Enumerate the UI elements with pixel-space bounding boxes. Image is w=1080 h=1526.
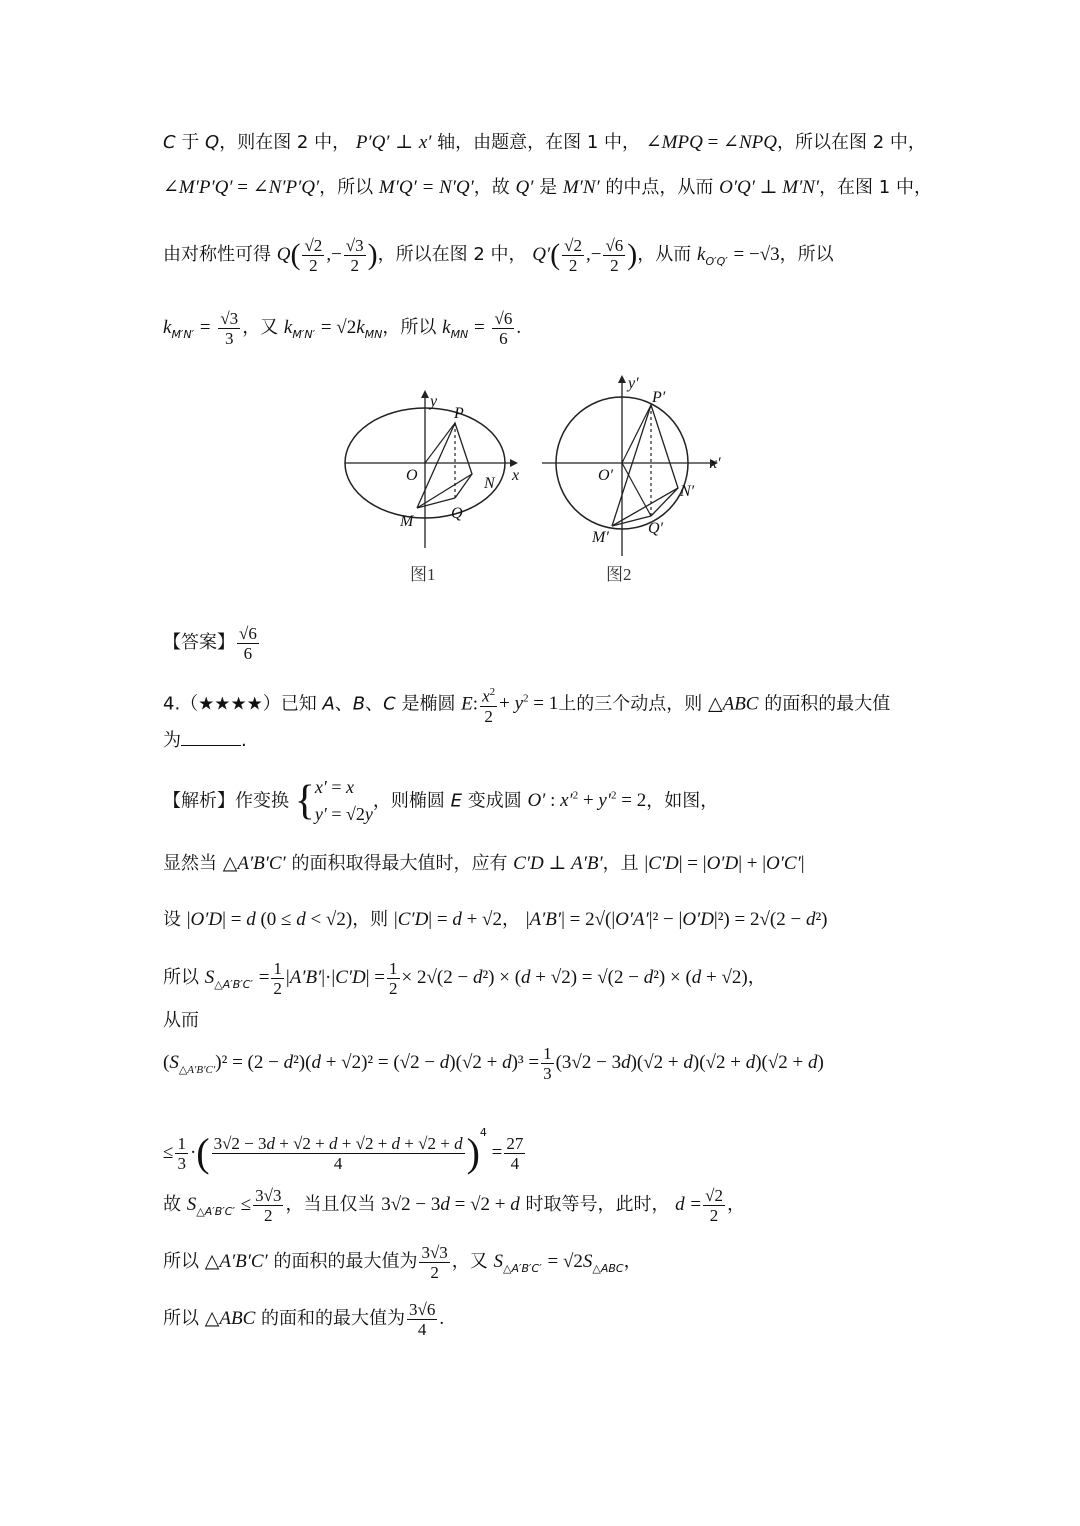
fig1-segment-qn [455,474,472,498]
fig1-caption: 图1 [410,565,436,584]
solution-line-8: 故 $S_{\triangle A'B'C'}$ ≤ $\frac{3√3}{2}$ ，当且仅当 3√2 − 3d = √2 + d 时取等号，此时， d = $\frac{√2}{2}$ ， [163,1185,745,1225]
fig2-label-m: M′ [592,529,609,546]
answer-label: 【答案】 [163,632,235,653]
solution-line-1: 【解析】作变换 { x′ = x y′ = √2y ，则椭圆 E 变成圆 O′ : $x'^2 + y'^2 = 2$，如图， [163,777,719,825]
fig2-label-y: y′ [628,375,639,392]
figure-2-circle-diagram [542,375,721,584]
text-line-1: C 于 Q，则在图 2 中， P′Q′ ⊥ x′ 轴，由题意，在图 1 中， ∠MPQ = ∠NPQ，所以在图 2 中， [163,132,926,153]
solution-line-7: ≤ $\frac{1}{3}$ ·( $\frac{3√2 - 3d + √2 + d + √2 + d + √2 + d}{4}$ )$^4$ = $\frac{27}{4}$ [163,1126,524,1175]
text-line-2: ∠M′P′Q′ = ∠N′P′Q′，所以 M′Q′ = N′Q′，故 Q′ 是 M′N′ 的中点，从而 O′Q′ ⊥ M′N′，在图 1 中， [163,177,932,198]
fig2-label-x: x′ [710,455,721,472]
fig1-label-m: M [400,513,414,530]
text-line-3: 由对称性可得 Q( $\frac{√2}{2}$ ,− $\frac{√3}{2}$ )，所以在图 2 中， Q′( $\frac{√2}{2}$ ,− $\frac{√6}{2}$ )，从而 $k_{O'Q'} = -√3$，所以 [163,235,834,275]
fig2-label-n: N′ [680,483,695,500]
figure-ellipse-and-circle [330,368,750,593]
fig2-segment-qn [651,488,678,516]
fig1-x-arrow-icon [510,459,518,467]
text-line-4: $k_{M'N'}$ = $\frac{√3}{3}$ ，又 $k_{M'N'} = √2k_{MN}$，所以 $k_{MN}$ = $\frac{√6}{6}$ . [163,308,522,348]
fig1-label-y: y [430,393,438,410]
problem-4-line-2: 为 . [163,730,247,751]
solution-line-2: 显然当 △A′B′C′ 的面积取得最大值时，应有 C′D ⊥ A′B′，且 |C′D| = |O′D| + |O′C′| [163,853,805,874]
fig2-label-o: O′ [598,467,614,484]
solution-line-4: 所以 $S_{\triangle A'B'C'}$ = $\frac{1}{2}$ |A′B′|·|C′D| = $\frac{1}{2}$ × 2√(2 − d²) × (d + √2) = √(2 − d²) × (d + √2)， [163,958,766,998]
problem-4-prefix: 为 [163,730,181,751]
fig2-segment-op [622,405,651,463]
solution-line-5 [163,1010,199,1032]
problem-4-line-1: 4.（★★★★）已知 A、B、C 是椭圆 E: $\frac{x^2}{2}$ + $y^2 = 1$上的三个动点，则 △ABC 的面积的最大值 [163,676,890,727]
fig2-segment-oq [622,463,651,516]
figure-1-ellipse-diagram [345,390,519,584]
answer-blank [181,729,241,746]
solution-line-10: 所以 △ABC 的面和的最大值为 $\frac{3√6}{4}$ . [163,1299,445,1339]
fig1-label-x: x [512,467,520,484]
fig1-segment-mq [417,498,455,508]
solution-label: 【解析】 [163,790,235,812]
fig2-label-p: P′ [652,389,666,406]
fig1-label-o: O [406,467,418,484]
fig1-label-n: N [484,475,495,492]
solution-line-6: $(S_{\triangle A'B'C'})^2 = (2 - d^2)(d + √2)^2 = (√2 - d)(√2 + d)^3$ = $\frac{1}{3}$ (3√2 − 3d)(√2 + d)(√2 + d)(√2 + d) [163,1043,824,1083]
fig1-y-arrow-icon [421,390,429,398]
fig2-y-arrow-icon [618,375,626,383]
answer-line: 【答案】 $\frac{√6}{6}$ [163,623,257,663]
solution-line-3: 设 |O′D| = d (0 ≤ d < √2)，则 |C′D| = d + √2， |A′B′| = 2√(|O′A′|² − |O′D|²) = 2√(2 − d²) [163,909,828,930]
solution-therefore: 从而 [163,1010,199,1031]
fig1-label-q: Q [451,505,463,522]
solution-line-9: 所以 △A′B′C′ 的面积的最大值为 $\frac{3√3}{2}$ ，又 $S_{\triangle A'B'C'} = √2S_{\triangle ABC}$， [163,1242,642,1282]
fig2-caption: 图2 [606,565,632,584]
fig2-label-q: Q′ [648,520,664,537]
fig1-label-p: P [454,405,464,422]
